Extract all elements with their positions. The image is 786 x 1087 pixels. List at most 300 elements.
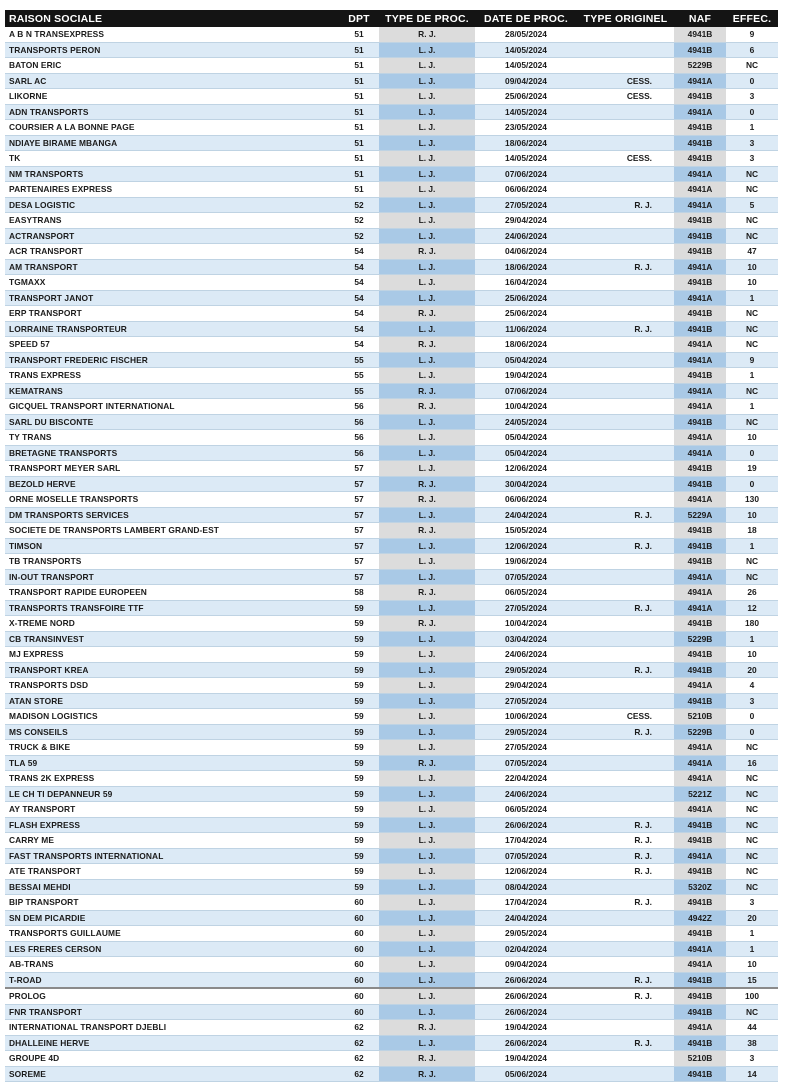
cell-effectif: 9: [726, 352, 778, 368]
cell-type-proc: L. J.: [379, 1004, 475, 1020]
cell-effectif: 1: [726, 631, 778, 647]
cell-type-originel: R. J.: [577, 1035, 674, 1051]
cell-type-originel: [577, 1020, 674, 1036]
cell-type-proc: R. J.: [379, 585, 475, 601]
table-row: [5, 399, 778, 415]
cell-type-originel: [577, 383, 674, 399]
table-row: [5, 910, 778, 926]
cell-raison-sociale: EASYTRANS: [5, 213, 339, 229]
table-row: [5, 1066, 778, 1082]
cell-dpt: 57: [339, 538, 379, 554]
cell-date-proc: 05/06/2024: [475, 1066, 577, 1082]
table-row: [5, 771, 778, 787]
cell-date-proc: 27/05/2024: [475, 197, 577, 213]
cell-date-proc: 10/06/2024: [475, 709, 577, 725]
cell-raison-sociale: SOREME: [5, 1066, 339, 1082]
cell-raison-sociale: PARTENAIRES EXPRESS: [5, 182, 339, 198]
table-row: [5, 228, 778, 244]
cell-raison-sociale: DM TRANSPORTS SERVICES: [5, 507, 339, 523]
cell-raison-sociale: LORRAINE TRANSPORTEUR: [5, 321, 339, 337]
cell-dpt: 57: [339, 507, 379, 523]
cell-date-proc: 05/04/2024: [475, 445, 577, 461]
cell-naf: 4941A: [674, 600, 726, 616]
header-raison-sociale: RAISON SOCIALE: [5, 10, 339, 27]
cell-naf: 4941A: [674, 802, 726, 818]
table-row: [5, 120, 778, 136]
cell-effectif: 3: [726, 135, 778, 151]
table-row: [5, 259, 778, 275]
cell-date-proc: 03/04/2024: [475, 631, 577, 647]
cell-effectif: 1: [726, 926, 778, 942]
cell-type-proc: L. J.: [379, 182, 475, 198]
table-row: [5, 879, 778, 895]
table-row: [5, 662, 778, 678]
table-row: [5, 197, 778, 213]
cell-raison-sociale: LIKORNE: [5, 89, 339, 105]
cell-type-proc: L. J.: [379, 368, 475, 384]
cell-date-proc: 27/05/2024: [475, 740, 577, 756]
cell-type-originel: [577, 647, 674, 663]
cell-date-proc: 24/04/2024: [475, 910, 577, 926]
cell-date-proc: 11/06/2024: [475, 321, 577, 337]
cell-type-proc: L. J.: [379, 166, 475, 182]
cell-raison-sociale: LES FRERES CERSON: [5, 941, 339, 957]
table-row: [5, 275, 778, 291]
cell-date-proc: 14/05/2024: [475, 58, 577, 74]
cell-naf: 4941A: [674, 569, 726, 585]
cell-naf: 4941B: [674, 461, 726, 477]
cell-date-proc: 16/04/2024: [475, 275, 577, 291]
cell-type-proc: R. J.: [379, 476, 475, 492]
cell-type-proc: L. J.: [379, 321, 475, 337]
cell-type-proc: R. J.: [379, 244, 475, 260]
cell-dpt: 60: [339, 941, 379, 957]
cell-type-originel: [577, 306, 674, 322]
cell-naf: 4941A: [674, 678, 726, 694]
cell-raison-sociale: TIMSON: [5, 538, 339, 554]
cell-naf: 4941B: [674, 414, 726, 430]
cell-dpt: 60: [339, 1004, 379, 1020]
cell-effectif: 1: [726, 290, 778, 306]
cell-effectif: 1: [726, 368, 778, 384]
cell-naf: 5210B: [674, 709, 726, 725]
cell-dpt: 56: [339, 430, 379, 446]
cell-raison-sociale: CB TRANSINVEST: [5, 631, 339, 647]
cell-type-proc: L. J.: [379, 290, 475, 306]
cell-effectif: 3: [726, 693, 778, 709]
cell-date-proc: 09/04/2024: [475, 957, 577, 973]
cell-naf: 4941B: [674, 895, 726, 911]
table-row: [5, 786, 778, 802]
cell-type-proc: L. J.: [379, 275, 475, 291]
cell-dpt: 57: [339, 461, 379, 477]
cell-type-originel: R. J.: [577, 724, 674, 740]
cell-effectif: NC: [726, 817, 778, 833]
cell-raison-sociale: TRANSPORT JANOT: [5, 290, 339, 306]
cell-naf: 4941B: [674, 275, 726, 291]
cell-effectif: NC: [726, 166, 778, 182]
cell-type-originel: [577, 58, 674, 74]
cell-type-originel: [577, 585, 674, 601]
cell-naf: 4941A: [674, 399, 726, 415]
cell-type-originel: [577, 1051, 674, 1067]
cell-type-originel: CESS.: [577, 709, 674, 725]
cell-type-originel: [577, 244, 674, 260]
cell-type-originel: [577, 492, 674, 508]
cell-dpt: 51: [339, 89, 379, 105]
cell-raison-sociale: NDIAYE BIRAME MBANGA: [5, 135, 339, 151]
cell-raison-sociale: ACTRANSPORT: [5, 228, 339, 244]
cell-date-proc: 19/04/2024: [475, 1020, 577, 1036]
table-row: [5, 802, 778, 818]
cell-dpt: 59: [339, 709, 379, 725]
cell-naf: 5229B: [674, 724, 726, 740]
cell-date-proc: 12/06/2024: [475, 538, 577, 554]
cell-date-proc: 17/04/2024: [475, 895, 577, 911]
cell-naf: 4941B: [674, 817, 726, 833]
cell-effectif: 1: [726, 941, 778, 957]
cell-effectif: 1: [726, 399, 778, 415]
table-row: [5, 523, 778, 539]
cell-type-proc: L. J.: [379, 461, 475, 477]
cell-dpt: 59: [339, 848, 379, 864]
cell-dpt: 59: [339, 724, 379, 740]
table-row: [5, 290, 778, 306]
table-row: [5, 941, 778, 957]
cell-type-originel: [577, 228, 674, 244]
cell-date-proc: 06/05/2024: [475, 585, 577, 601]
cell-dpt: 59: [339, 771, 379, 787]
cell-type-originel: R. J.: [577, 895, 674, 911]
cell-date-proc: 12/06/2024: [475, 864, 577, 880]
cell-raison-sociale: DESA LOGISTIC: [5, 197, 339, 213]
cell-type-originel: [577, 275, 674, 291]
cell-raison-sociale: AB-TRANS: [5, 957, 339, 973]
cell-dpt: 51: [339, 73, 379, 89]
table-row: [5, 182, 778, 198]
cell-dpt: 55: [339, 368, 379, 384]
header-naf: NAF: [674, 10, 726, 27]
cell-naf: 5320Z: [674, 879, 726, 895]
cell-naf: 4941B: [674, 662, 726, 678]
cell-type-originel: R. J.: [577, 321, 674, 337]
cell-raison-sociale: TRANSPORT MEYER SARL: [5, 461, 339, 477]
cell-naf: 4941A: [674, 290, 726, 306]
cell-raison-sociale: ATAN STORE: [5, 693, 339, 709]
cell-date-proc: 07/06/2024: [475, 166, 577, 182]
cell-naf: 4941B: [674, 523, 726, 539]
cell-effectif: 12: [726, 600, 778, 616]
cell-type-proc: L. J.: [379, 662, 475, 678]
table-row: [5, 554, 778, 570]
cell-date-proc: 18/06/2024: [475, 135, 577, 151]
cell-type-originel: [577, 786, 674, 802]
cell-dpt: 59: [339, 740, 379, 756]
cell-dpt: 56: [339, 445, 379, 461]
cell-effectif: NC: [726, 771, 778, 787]
cell-raison-sociale: SN DEM PICARDIE: [5, 910, 339, 926]
cell-type-proc: L. J.: [379, 631, 475, 647]
cell-naf: 4942Z: [674, 910, 726, 926]
cell-type-proc: L. J.: [379, 910, 475, 926]
cell-naf: 4941B: [674, 972, 726, 988]
table-row: [5, 135, 778, 151]
cell-type-proc: L. J.: [379, 73, 475, 89]
cell-naf: 4941B: [674, 1066, 726, 1082]
cell-type-proc: R. J.: [379, 27, 475, 42]
cell-naf: 4941A: [674, 337, 726, 353]
cell-type-originel: CESS.: [577, 89, 674, 105]
cell-raison-sociale: GROUPE 4D: [5, 1051, 339, 1067]
cell-raison-sociale: KEMATRANS: [5, 383, 339, 399]
table-row: [5, 1051, 778, 1067]
cell-type-originel: [577, 182, 674, 198]
cell-naf: 4941B: [674, 833, 726, 849]
cell-type-originel: R. J.: [577, 988, 674, 1004]
cell-naf: 4941A: [674, 383, 726, 399]
cell-raison-sociale: TY TRANS: [5, 430, 339, 446]
cell-type-proc: L. J.: [379, 678, 475, 694]
cell-naf: 4941B: [674, 693, 726, 709]
cell-date-proc: 26/06/2024: [475, 1035, 577, 1051]
cell-effectif: NC: [726, 337, 778, 353]
table-body: [5, 27, 778, 1082]
cell-effectif: NC: [726, 864, 778, 880]
cell-type-originel: R. J.: [577, 833, 674, 849]
table-row: [5, 368, 778, 384]
cell-date-proc: 29/05/2024: [475, 724, 577, 740]
cell-date-proc: 10/04/2024: [475, 616, 577, 632]
cell-date-proc: 18/06/2024: [475, 337, 577, 353]
cell-effectif: 3: [726, 1051, 778, 1067]
table-row: [5, 678, 778, 694]
cell-effectif: 14: [726, 1066, 778, 1082]
table-row: [5, 538, 778, 554]
table-row: [5, 89, 778, 105]
cell-type-proc: L. J.: [379, 740, 475, 756]
header-dpt: DPT: [339, 10, 379, 27]
cell-dpt: 59: [339, 616, 379, 632]
cell-effectif: 0: [726, 73, 778, 89]
cell-type-originel: [577, 42, 674, 58]
cell-type-proc: L. J.: [379, 538, 475, 554]
cell-naf: 4941A: [674, 104, 726, 120]
cell-dpt: 58: [339, 585, 379, 601]
cell-effectif: 0: [726, 709, 778, 725]
table-row: [5, 42, 778, 58]
cell-type-originel: [577, 166, 674, 182]
cell-dpt: 57: [339, 569, 379, 585]
cell-naf: 4941B: [674, 647, 726, 663]
cell-effectif: 6: [726, 42, 778, 58]
cell-naf: 4941A: [674, 740, 726, 756]
cell-type-originel: [577, 523, 674, 539]
cell-type-proc: R. J.: [379, 1051, 475, 1067]
table-row: [5, 631, 778, 647]
cell-type-proc: R. J.: [379, 492, 475, 508]
cell-naf: 4941B: [674, 1035, 726, 1051]
cell-naf: 5229A: [674, 507, 726, 523]
cell-naf: 4941A: [674, 445, 726, 461]
table-row: [5, 926, 778, 942]
cell-type-proc: L. J.: [379, 786, 475, 802]
cell-type-originel: [577, 693, 674, 709]
cell-date-proc: 24/06/2024: [475, 786, 577, 802]
cell-effectif: NC: [726, 569, 778, 585]
header-type-originel: TYPE ORIGINEL: [577, 10, 674, 27]
header-date-proc: DATE DE PROC.: [475, 10, 577, 27]
table-row: [5, 414, 778, 430]
cell-date-proc: 06/05/2024: [475, 802, 577, 818]
table-row: [5, 833, 778, 849]
table-row: [5, 58, 778, 74]
cell-dpt: 54: [339, 306, 379, 322]
cell-date-proc: 23/05/2024: [475, 120, 577, 136]
cell-date-proc: 30/04/2024: [475, 476, 577, 492]
cell-type-proc: L. J.: [379, 135, 475, 151]
cell-type-originel: [577, 27, 674, 42]
table-row: [5, 476, 778, 492]
cell-naf: 4941B: [674, 538, 726, 554]
cell-effectif: NC: [726, 228, 778, 244]
cell-naf: 4941B: [674, 135, 726, 151]
cell-type-proc: L. J.: [379, 213, 475, 229]
cell-dpt: 60: [339, 910, 379, 926]
cell-effectif: 0: [726, 476, 778, 492]
cell-type-originel: [577, 352, 674, 368]
table-row: [5, 321, 778, 337]
cell-date-proc: 25/06/2024: [475, 306, 577, 322]
cell-effectif: 20: [726, 662, 778, 678]
cell-dpt: 59: [339, 693, 379, 709]
cell-type-proc: L. J.: [379, 926, 475, 942]
cell-dpt: 59: [339, 833, 379, 849]
table-row: [5, 166, 778, 182]
cell-date-proc: 28/05/2024: [475, 27, 577, 42]
cell-effectif: 47: [726, 244, 778, 260]
cell-type-originel: [577, 678, 674, 694]
cell-naf: 4941A: [674, 182, 726, 198]
cell-naf: 4941A: [674, 848, 726, 864]
table-row: [5, 724, 778, 740]
cell-type-proc: L. J.: [379, 941, 475, 957]
cell-type-originel: CESS.: [577, 151, 674, 167]
cell-effectif: NC: [726, 213, 778, 229]
cell-raison-sociale: TK: [5, 151, 339, 167]
cell-dpt: 52: [339, 197, 379, 213]
cell-effectif: NC: [726, 802, 778, 818]
cell-naf: 4941A: [674, 957, 726, 973]
cell-type-proc: L. J.: [379, 58, 475, 74]
header-row: [5, 10, 778, 27]
table-row: [5, 1004, 778, 1020]
cell-type-proc: L. J.: [379, 600, 475, 616]
cell-dpt: 51: [339, 135, 379, 151]
table-row: [5, 151, 778, 167]
cell-effectif: 10: [726, 957, 778, 973]
table-row: [5, 337, 778, 353]
cell-date-proc: 14/05/2024: [475, 104, 577, 120]
table-row: [5, 445, 778, 461]
cell-dpt: 60: [339, 988, 379, 1004]
cell-date-proc: 18/06/2024: [475, 259, 577, 275]
cell-type-originel: R. J.: [577, 507, 674, 523]
cell-type-proc: L. J.: [379, 693, 475, 709]
cell-raison-sociale: BIP TRANSPORT: [5, 895, 339, 911]
table-row: [5, 461, 778, 477]
cell-dpt: 60: [339, 972, 379, 988]
cell-dpt: 57: [339, 476, 379, 492]
table-row: [5, 1035, 778, 1051]
cell-raison-sociale: COURSIER A LA BONNE PAGE: [5, 120, 339, 136]
cell-dpt: 60: [339, 895, 379, 911]
cell-type-originel: [577, 771, 674, 787]
cell-naf: 4941B: [674, 368, 726, 384]
cell-dpt: 54: [339, 244, 379, 260]
table-row: [5, 600, 778, 616]
cell-type-proc: R. J.: [379, 337, 475, 353]
cell-naf: 4941A: [674, 166, 726, 182]
cell-type-originel: R. J.: [577, 972, 674, 988]
cell-effectif: NC: [726, 848, 778, 864]
cell-type-proc: L. J.: [379, 89, 475, 105]
cell-date-proc: 17/04/2024: [475, 833, 577, 849]
cell-naf: 4941A: [674, 197, 726, 213]
cell-date-proc: 02/04/2024: [475, 941, 577, 957]
cell-dpt: 51: [339, 104, 379, 120]
cell-date-proc: 24/06/2024: [475, 647, 577, 663]
cell-type-proc: R. J.: [379, 1066, 475, 1082]
cell-dpt: 60: [339, 957, 379, 973]
table-row: [5, 244, 778, 260]
cell-date-proc: 04/06/2024: [475, 244, 577, 260]
cell-date-proc: 07/06/2024: [475, 383, 577, 399]
cell-type-originel: R. J.: [577, 259, 674, 275]
cell-effectif: 0: [726, 445, 778, 461]
cell-naf: 4941B: [674, 321, 726, 337]
cell-type-originel: [577, 104, 674, 120]
cell-dpt: 59: [339, 647, 379, 663]
cell-effectif: 180: [726, 616, 778, 632]
procedures-table-container: [5, 10, 778, 1082]
cell-effectif: 4: [726, 678, 778, 694]
cell-raison-sociale: CARRY ME: [5, 833, 339, 849]
table-row: [5, 709, 778, 725]
cell-type-proc: L. J.: [379, 771, 475, 787]
cell-type-proc: L. J.: [379, 848, 475, 864]
cell-type-proc: R. J.: [379, 383, 475, 399]
cell-raison-sociale: TRANS 2K EXPRESS: [5, 771, 339, 787]
cell-effectif: 3: [726, 151, 778, 167]
cell-naf: 4941B: [674, 476, 726, 492]
cell-naf: 4941B: [674, 616, 726, 632]
cell-raison-sociale: NM TRANSPORTS: [5, 166, 339, 182]
cell-raison-sociale: MADISON LOGISTICS: [5, 709, 339, 725]
cell-type-originel: [577, 476, 674, 492]
cell-type-originel: [577, 740, 674, 756]
cell-raison-sociale: BEZOLD HERVE: [5, 476, 339, 492]
cell-date-proc: 07/05/2024: [475, 755, 577, 771]
table-row: [5, 507, 778, 523]
cell-raison-sociale: TRUCK & BIKE: [5, 740, 339, 756]
cell-effectif: 10: [726, 430, 778, 446]
cell-naf: 4941A: [674, 73, 726, 89]
cell-type-originel: [577, 399, 674, 415]
cell-dpt: 54: [339, 290, 379, 306]
cell-date-proc: 27/05/2024: [475, 693, 577, 709]
cell-type-originel: R. J.: [577, 662, 674, 678]
table-row: [5, 957, 778, 973]
